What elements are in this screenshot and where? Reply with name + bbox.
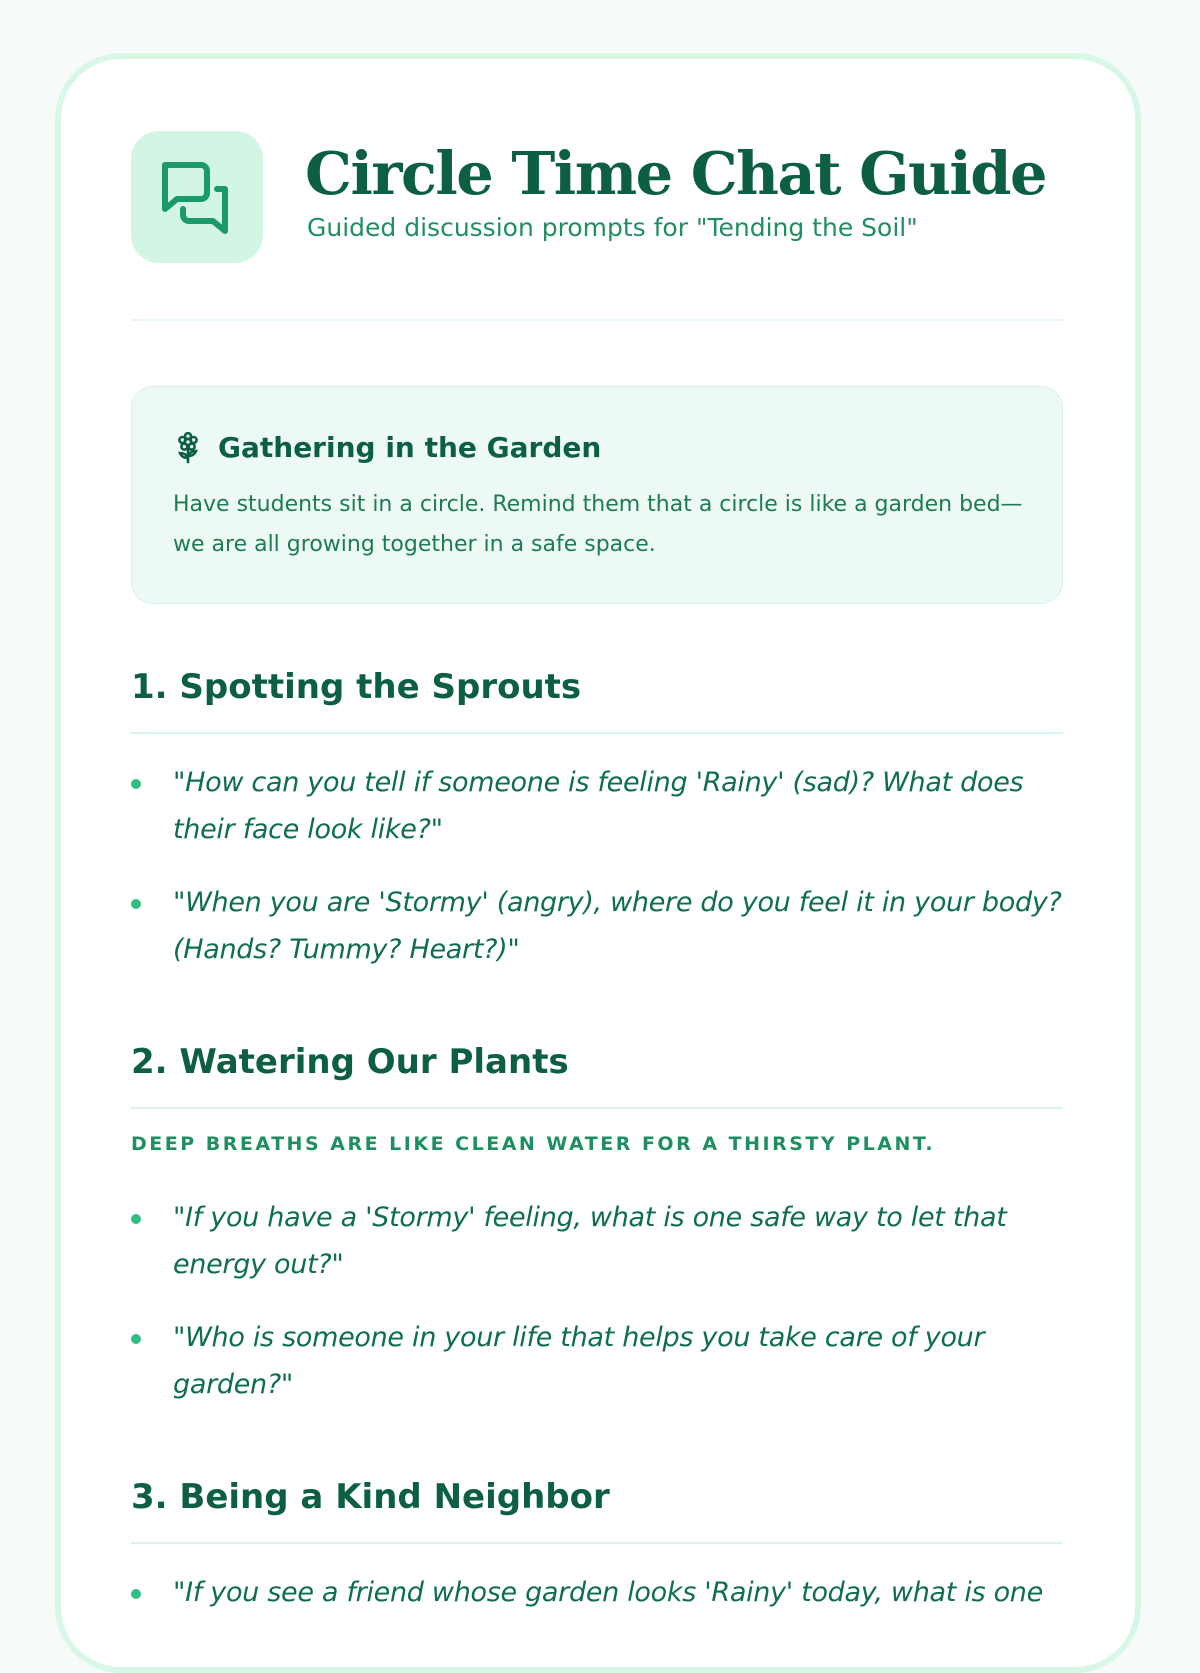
prompt-text: "How can you tell if someone is feeling 'Rainy' (sad)? What does their face look like?" [173,767,1024,845]
prompt-text: "If you see a friend whose garden looks 'Rainy' today, what is one [173,1577,1043,1608]
section-divider [131,732,1063,734]
guide-card [55,53,1141,1673]
bullet-dot [131,1214,141,1224]
bullet-dot [131,899,141,909]
section-divider [131,1542,1063,1544]
prompt-text: "Who is someone in your life that helps you take care of your garden?" [173,1322,985,1400]
callout-title: Gathering in the Garden [218,431,602,464]
logo-badge [131,131,263,263]
prompt-text: "If you have a 'Stormy' feeling, what is one safe way to let that energy out?" [173,1202,1007,1280]
page-subtitle: Guided discussion prompts for "Tending the Soil" [307,213,918,242]
section-note: DEEP BREATHS ARE LIKE CLEAN WATER FOR A THIRSTY PLANT. [131,1133,936,1155]
header-divider [131,319,1063,321]
page-title: Circle Time Chat Guide [305,139,1047,208]
section-title: 1. Spotting the Sprouts [131,667,582,707]
section-title: 3. Being a Kind Neighbor [131,1477,610,1517]
section-divider [131,1107,1063,1109]
bullet-dot [131,1334,141,1344]
prompt-text: "When you are 'Stormy' (angry), where do you feel it in your body? (Hands? Tummy? Heart?)" [173,887,1062,965]
callout-header [174,431,601,464]
callout-text: Have students sit in a circle. Remind them that a circle is like a garden bed—we are all growing together in a safe space. [173,492,1023,557]
bullet-dot [131,1589,141,1599]
page-header [131,131,1091,271]
bullet-dot [131,779,141,789]
intro-callout [131,386,1063,604]
flower-icon [174,432,202,464]
section-title: 2. Watering Our Plants [131,1042,569,1082]
chat-bubbles-icon [155,155,239,239]
